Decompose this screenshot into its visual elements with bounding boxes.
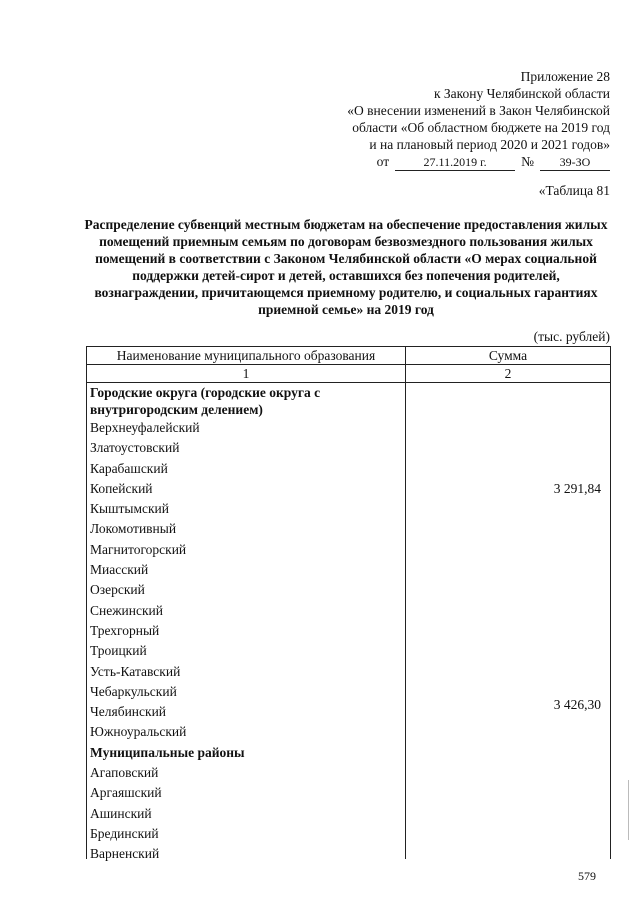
law-reference — [290, 153, 610, 171]
table-reference: «Таблица 81 — [538, 183, 610, 198]
group-heading-urban-districts: Городские округа (городские округа с внутригородским делением) — [90, 385, 321, 417]
amount-chelyabinsky: 3 426,30 — [553, 697, 601, 712]
group-heading-municipal-districts: Муниципальные районы — [90, 744, 245, 760]
law-number: 39-ЗО — [540, 155, 610, 171]
table-row: Чебаркульский — [90, 683, 177, 699]
scan-edge-mark — [628, 780, 629, 840]
table-row: Усть-Катавский — [90, 663, 181, 679]
table-row: Снежинский — [90, 602, 163, 618]
table-row: Карабашский — [90, 460, 168, 476]
table-row: Брединский — [90, 825, 159, 841]
number-label: № — [521, 154, 534, 169]
table-row: Копейский — [90, 480, 153, 496]
table-row: Троицкий — [90, 643, 147, 659]
from-label: от — [376, 154, 390, 169]
table-header-row — [87, 347, 610, 365]
table-row: Миасский — [90, 562, 149, 578]
column-header-municipality: Наименование муниципального образования — [116, 348, 376, 363]
table-row: Челябинский — [90, 704, 167, 720]
appendix-line: «О внесении изменений в Закон Челябинской — [347, 103, 610, 118]
document-title: Распределение субвенций местным бюджетам на обеспечение предоставления жилых помещений приемным семьям по договорам безвозмездного пользования жилых помещений в соответствии с Законом Челябинской области «О мерах социальной поддержки детей-сирот и детей, оставшихся без попечения родителей, вознаграждении, причитающемся приемному родителю, и социальных гарантиях приемной семье» на 2019 год — [84, 217, 608, 317]
table-body — [87, 383, 405, 865]
appendix-line: к Закону Челябинской области — [433, 86, 610, 101]
table-row: Златоустовский — [90, 440, 180, 456]
column-number-2: 2 — [504, 366, 512, 381]
appendix-line: области «Об областном бюджете на 2019 год — [352, 120, 610, 135]
column-number-1: 1 — [242, 366, 250, 381]
column-number-row — [87, 365, 610, 383]
page-number: 579 — [578, 869, 596, 883]
table-row: Аргаяшский — [90, 785, 162, 801]
appendix-line: Приложение 28 — [520, 69, 610, 84]
table-row: Варненский — [90, 846, 160, 862]
table-row: Южноуральский — [90, 724, 187, 740]
amount-kopeysky: 3 291,84 — [553, 481, 601, 496]
table-row: Ашинский — [90, 805, 152, 821]
table-row: Агаповский — [90, 765, 159, 781]
appendix-line: и на плановый период 2020 и 2021 годов» — [369, 137, 610, 152]
units-label: (тыс. рублей) — [533, 329, 610, 344]
table-row: Озерский — [90, 582, 145, 598]
table-row: Трехгорный — [90, 622, 160, 638]
table-row: Кыштымский — [90, 501, 169, 517]
table-row: Верхнеуфалейский — [90, 420, 200, 435]
table-row: Локомотивный — [90, 521, 177, 537]
law-date: 27.11.2019 г. — [395, 155, 515, 171]
subsidy-table — [86, 346, 611, 862]
table-row: Магнитогорский — [90, 541, 187, 557]
column-header-amount: Сумма — [488, 348, 528, 363]
appendix-header — [290, 68, 610, 171]
column-divider — [405, 347, 406, 859]
